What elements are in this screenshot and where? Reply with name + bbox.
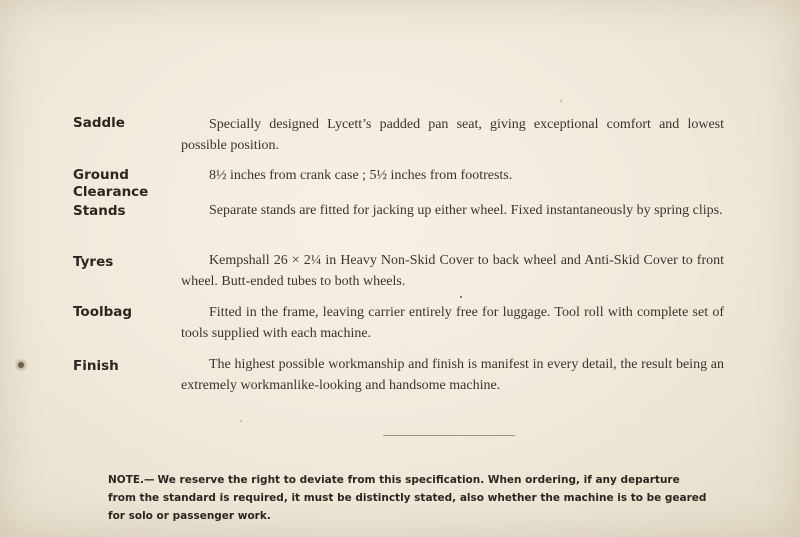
note-prefix: NOTE.—: [108, 474, 155, 486]
spec-text-saddle: Specially designed Lycett’s padded pan seat, giving exceptional comfort and lowest possible position.: [181, 117, 724, 153]
spec-text-toolbag: Fitted in the frame, leaving carrier entirely free for luggage. Tool roll with complete set of tools supplied with each machine.: [181, 305, 724, 341]
paper-speck: [240, 420, 242, 422]
spec-label-tyres: Tyres: [73, 254, 114, 270]
punch-hole: [15, 359, 27, 371]
spec-text-stands: Separate stands are fitted for jacking up either wheel. Fixed instantaneously by spring clips.: [209, 203, 723, 218]
spec-text-ground-clearance: 8½ inches from crank case ; 5½ inches from footrests.: [209, 168, 513, 183]
spec-label-finish: Finish: [73, 358, 119, 374]
spec-label-saddle: Saddle: [73, 115, 125, 131]
note-block: [108, 471, 708, 525]
spec-label-stands: Stands: [73, 203, 126, 219]
paper-speck: [460, 296, 462, 298]
note-text: We reserve the right to deviate from this specification. When ordering, if any departure from the standard is required, it must be distinctly stated, also whether the machine is to be geared for solo or passenger work.: [108, 474, 707, 522]
spec-text-tyres: Kempshall 26 × 2¼ in Heavy Non-Skid Cover to back wheel and Anti-Skid Cover to front wheel. Butt-ended tubes to both wheels.: [181, 253, 724, 289]
spec-text-finish: The highest possible workmanship and finish is manifest in every detail, the result being an extremely workmanlike-looking and handsome machine.: [181, 357, 724, 393]
section-divider: [383, 435, 515, 436]
spec-label-toolbag: Toolbag: [73, 304, 133, 320]
spec-label-ground-clearance: Ground Clearance: [73, 167, 149, 200]
paper-speck: [560, 100, 562, 102]
